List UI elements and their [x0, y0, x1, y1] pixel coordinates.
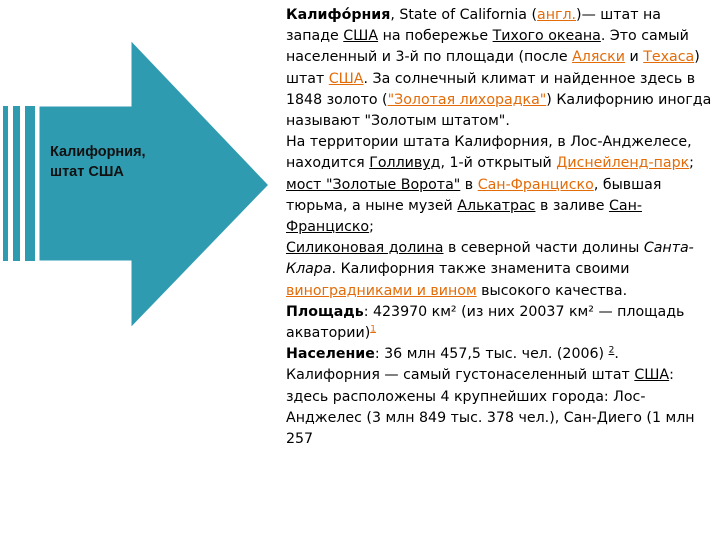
link-silicon-valley[interactable]: Силиконовая долина: [286, 240, 444, 257]
link-engl[interactable]: англ.: [537, 7, 577, 23]
population-label: Население: [286, 346, 375, 363]
text: ) штат: [286, 49, 700, 87]
arrow-stripe-2: [12, 105, 21, 262]
ref-2[interactable]: 2: [608, 345, 615, 356]
link-alcatraz[interactable]: Алькатрас: [457, 197, 536, 214]
arrow-stripe-3: [24, 105, 36, 262]
text: . За солнечный климат и найденное здесь в 1848 золото (: [286, 70, 696, 108]
ref-1[interactable]: 1: [370, 324, 376, 335]
article-title: Калифо́рния: [286, 7, 391, 23]
paragraph-bridge: [286, 175, 716, 239]
link-pacific-ocean[interactable]: Тихого океана: [492, 28, 601, 45]
link-texas[interactable]: Техаса: [643, 49, 695, 66]
text: в: [460, 176, 478, 193]
text: : здесь расположены 4 крупнейших города: Лос-Анджелес (3 млн 849 тыс. 378 чел.), Сан-Диего (1 млн 257: [286, 367, 695, 448]
text: На территории штата Калифорния, в Лос-Анджелесе, находится: [286, 134, 692, 172]
link-san-francisco-2[interactable]: Сан-Франциско: [286, 197, 642, 236]
text: )— штат на западе: [286, 7, 661, 45]
arrow-label: [50, 142, 220, 182]
arrow-shape: [0, 0, 290, 540]
text: . Калифорния также знаменита своими: [331, 261, 630, 278]
link-wine[interactable]: виноградниками и вином: [286, 282, 477, 299]
text: : 36 млн 457,5 тыс. чел. (2006): [374, 346, 609, 363]
link-hollywood[interactable]: Голливуд: [369, 155, 441, 172]
text: , бывшая тюрьма, а ныне музей: [286, 176, 662, 214]
paragraph-intro: [286, 5, 716, 132]
area-label: Площадь: [286, 303, 364, 320]
arrow-body: [38, 38, 270, 330]
text: , 1-й открытый: [440, 155, 557, 172]
text: ;: [369, 219, 374, 236]
link-gold-rush[interactable]: "Золотая лихорадка": [387, 91, 547, 108]
link-san-francisco[interactable]: Сан-Франциско: [477, 176, 594, 193]
text: на побережье: [378, 28, 493, 45]
article-text: [286, 5, 716, 450]
santa-clara: Санта-Клара: [286, 240, 694, 278]
link-usa-2[interactable]: США: [328, 70, 364, 87]
paragraph-population: [286, 344, 716, 450]
text: ;: [689, 155, 694, 172]
text: высокого качества.: [476, 282, 628, 299]
arrow-graphic: [0, 0, 290, 540]
text: . Это самый населенный и 3-й по площади (после: [286, 28, 689, 66]
text: в заливе: [535, 197, 609, 214]
paragraph-area: [286, 302, 716, 344]
text: : 423970 км² (из них 20037 км² — площадь акватории): [286, 303, 685, 342]
arrow-stripe-1: [2, 105, 9, 262]
text: и: [624, 49, 644, 66]
paragraph-silicon-valley: [286, 238, 716, 302]
link-disneyland[interactable]: Диснейленд-парк: [556, 155, 690, 172]
arrow-label-line2: штат США: [50, 164, 124, 180]
link-usa[interactable]: США: [343, 28, 379, 45]
text: в северной части долины: [443, 240, 644, 257]
paragraph-hollywood: [286, 132, 716, 174]
text: . Калифорния — самый густонаселенный штат: [286, 346, 635, 384]
arrow-label-line1: Калифорния,: [50, 144, 146, 160]
text: ) Калифорнию иногда называют "Золотым штатом".: [286, 91, 712, 130]
link-alaska[interactable]: Аляски: [572, 49, 625, 66]
text: , State of California (: [390, 7, 538, 23]
link-golden-gate[interactable]: мост "Золотые Ворота": [286, 176, 461, 193]
link-usa-3[interactable]: США: [634, 367, 670, 384]
